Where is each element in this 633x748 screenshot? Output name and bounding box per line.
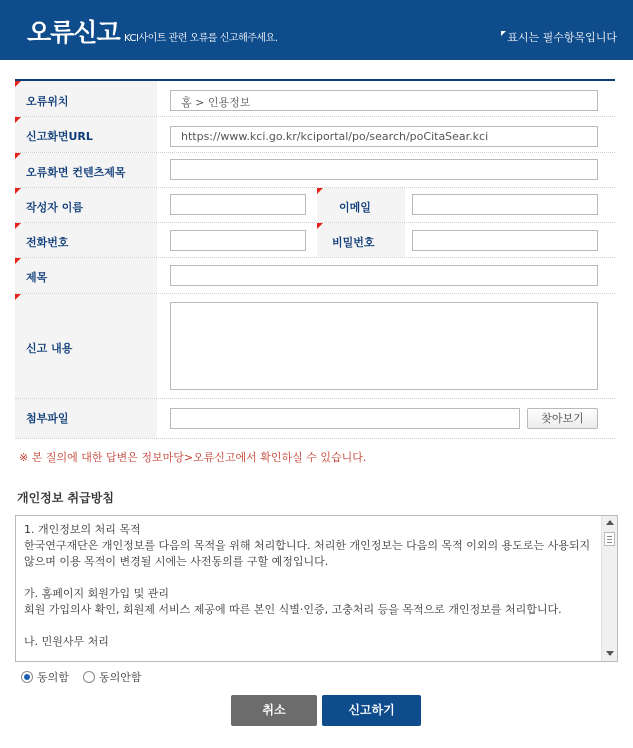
privacy-policy-text <box>24 522 594 650</box>
privacy-line: 가. 홈페이지 회원가입 및 관리 <box>24 587 169 600</box>
scroll-down-icon[interactable] <box>606 651 614 656</box>
row-report-content <box>15 294 615 399</box>
privacy-policy-box[interactable] <box>15 515 618 662</box>
privacy-line: 나. 민원사무 처리 <box>24 635 109 648</box>
answer-notice: ※ 본 질의에 대한 답변은 정보마당>오류신고에서 확인하실 수 있습니다. <box>19 451 367 464</box>
subject-label: 제목 <box>26 271 48 284</box>
phone-input[interactable] <box>170 230 306 251</box>
report-url-field: https://www.kci.go.kr/kciportal/po/search/poCitaSear.kci <box>170 126 598 147</box>
row-content-title <box>15 153 615 188</box>
privacy-title: 개인정보 취급방침 <box>17 491 114 505</box>
content-title-label: 오류화면 컨텐츠제목 <box>26 166 126 179</box>
privacy-line: 회원 가입의사 확인, 회원제 서비스 제공에 따른 본인 식별·인증, 고충처리 등을 목적으로 개인정보를 처리합니다. <box>24 603 562 616</box>
scroll-up-icon[interactable] <box>606 520 614 525</box>
row-subject <box>15 258 615 294</box>
label-cell <box>15 223 157 257</box>
required-marker-icon <box>501 31 506 36</box>
content-title-input[interactable] <box>170 159 598 180</box>
row-attachment <box>15 399 615 439</box>
report-content-textarea[interactable] <box>170 302 598 390</box>
consent-agree-option[interactable] <box>21 669 69 685</box>
report-url-label: 신고화면URL <box>26 130 93 143</box>
password-label: 비밀번호 <box>332 236 375 249</box>
label-cell <box>15 188 157 222</box>
attachment-label: 첨부파일 <box>26 412 69 425</box>
row-report-url <box>15 117 615 153</box>
privacy-line: 1. 개인정보의 처리 목적 <box>24 523 141 536</box>
disagree-label: 동의안함 <box>99 671 142 684</box>
row-author-email <box>15 188 615 223</box>
label-cell <box>15 294 157 398</box>
required-note: 표시는 필수항목입니다 <box>501 29 617 45</box>
report-content-label: 신고 내용 <box>26 342 73 355</box>
label-cell <box>317 188 405 222</box>
disagree-radio[interactable] <box>83 671 95 683</box>
consent-disagree-option[interactable] <box>83 669 142 685</box>
agree-radio[interactable] <box>21 671 33 683</box>
privacy-scrollbar[interactable] <box>601 516 617 661</box>
phone-label: 전화번호 <box>26 236 69 249</box>
label-cell <box>15 258 157 293</box>
row-error-location <box>15 81 615 117</box>
page-subtitle: KCI사이트 관련 오류를 신고해주세요. <box>124 33 278 44</box>
author-name-label: 작성자 이름 <box>26 201 83 214</box>
row-phone-password <box>15 223 615 258</box>
email-label: 이메일 <box>339 201 371 214</box>
page-title: 오류신고 <box>27 18 120 47</box>
privacy-line: 한국연구재단은 개인정보를 다음의 목적을 위해 처리합니다. 처리한 개인정보는 다음의 목적 이외의 용도로는 사용되지 않으며 이용 목적이 변경될 시에는 사전동의를 구할 예정입니다. <box>24 539 591 568</box>
page-header <box>0 0 633 60</box>
author-name-input[interactable] <box>170 194 306 215</box>
email-input[interactable] <box>412 194 598 215</box>
label-cell <box>15 117 157 152</box>
cancel-button[interactable]: 취소 <box>231 695 317 726</box>
error-location-field: 홈 > 인용정보 <box>170 90 598 111</box>
error-location-label: 오류위치 <box>26 95 69 108</box>
attachment-input[interactable] <box>170 408 520 429</box>
label-cell <box>15 153 157 187</box>
scroll-thumb[interactable] <box>604 532 615 546</box>
subject-input[interactable] <box>170 265 598 286</box>
submit-report-button[interactable]: 신고하기 <box>322 695 421 726</box>
agree-label: 동의함 <box>37 671 69 684</box>
label-cell <box>317 223 405 257</box>
find-file-button[interactable]: 찾아보기 <box>527 408 598 429</box>
label-cell <box>15 399 157 438</box>
password-input[interactable] <box>412 230 598 251</box>
label-cell <box>15 81 157 116</box>
